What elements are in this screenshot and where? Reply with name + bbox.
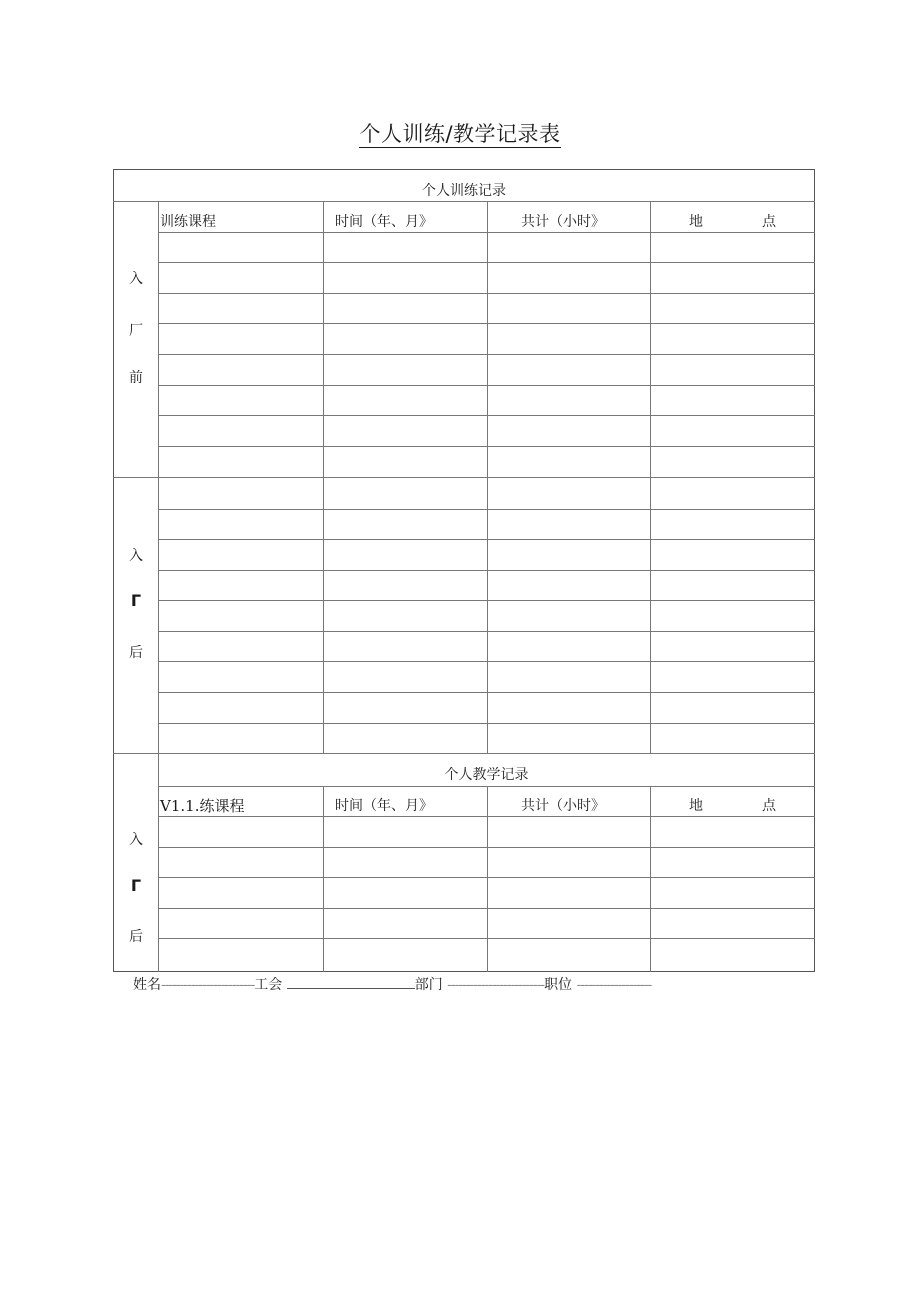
table-line (158, 661, 815, 662)
before-hiring-label-1: 入 (129, 271, 143, 287)
table-line (113, 477, 815, 478)
training-section-title: 个人训练记录 (422, 183, 506, 199)
dept-label: 部门 (414, 977, 443, 993)
table-line (158, 293, 815, 294)
table-line (158, 570, 815, 571)
table-line (158, 201, 159, 972)
teaching-header-hours: 共计（小时》 (521, 798, 605, 814)
table-line (158, 938, 815, 939)
table-line (113, 753, 815, 754)
table-line (158, 908, 815, 909)
table-line (158, 847, 815, 848)
table-line (158, 600, 815, 601)
training-header-course: 训练课程 (160, 214, 216, 230)
document-title-text: 个人训练/教学记录表 (359, 122, 561, 146)
table-line (113, 201, 815, 202)
name-label: 姓名 (133, 977, 161, 993)
table-line (158, 692, 815, 693)
table-line (158, 446, 815, 447)
table-line (650, 786, 651, 972)
training-header-location-b: 点 (762, 214, 776, 230)
name-blank: ------------------------- (161, 977, 255, 993)
table-line (158, 631, 815, 632)
table-line (158, 816, 815, 817)
table-line (158, 877, 815, 878)
table-line (487, 786, 488, 972)
union-label: 工会 (254, 977, 283, 993)
table-line (158, 232, 815, 233)
training-header-hours: 共计（小时》 (521, 214, 605, 230)
after-hiring-label-1: 入 (129, 548, 143, 564)
teaching-side-label-1: 入 (129, 832, 143, 848)
position-blank: -------------------- (576, 977, 652, 993)
table-line (158, 385, 815, 386)
table-line (158, 723, 815, 724)
dept-blank: -------------------------- (447, 977, 545, 993)
before-hiring-label-3: 前 (129, 370, 143, 386)
teaching-header-location-a: 地 (689, 798, 703, 814)
table-line (158, 509, 815, 510)
signature-footer (133, 974, 651, 994)
teaching-side-label-2: Γ (130, 876, 142, 895)
training-header-location-a: 地 (689, 214, 703, 230)
position-label: 职位 (544, 977, 573, 993)
table-line (158, 539, 815, 540)
table-line (158, 323, 815, 324)
teaching-section-title: 个人教学记录 (444, 767, 529, 783)
teaching-header-location-b: 点 (762, 798, 776, 814)
table-line (323, 786, 324, 972)
after-hiring-label-2: Γ (130, 591, 142, 610)
training-header-time: 时间（年、月》 (335, 214, 433, 230)
table-line (158, 354, 815, 355)
after-hiring-label-3: 后 (129, 645, 143, 661)
union-blank (287, 976, 415, 989)
table-line (158, 786, 815, 787)
before-hiring-label-2: 厂 (129, 323, 143, 339)
teaching-header-course: V1.1.练课程 (160, 797, 245, 815)
table-line (158, 415, 815, 416)
document-title (0, 118, 920, 148)
teaching-header-time: 时间（年、月》 (335, 798, 433, 814)
table-line (158, 262, 815, 263)
teaching-side-label-3: 后 (129, 929, 143, 945)
